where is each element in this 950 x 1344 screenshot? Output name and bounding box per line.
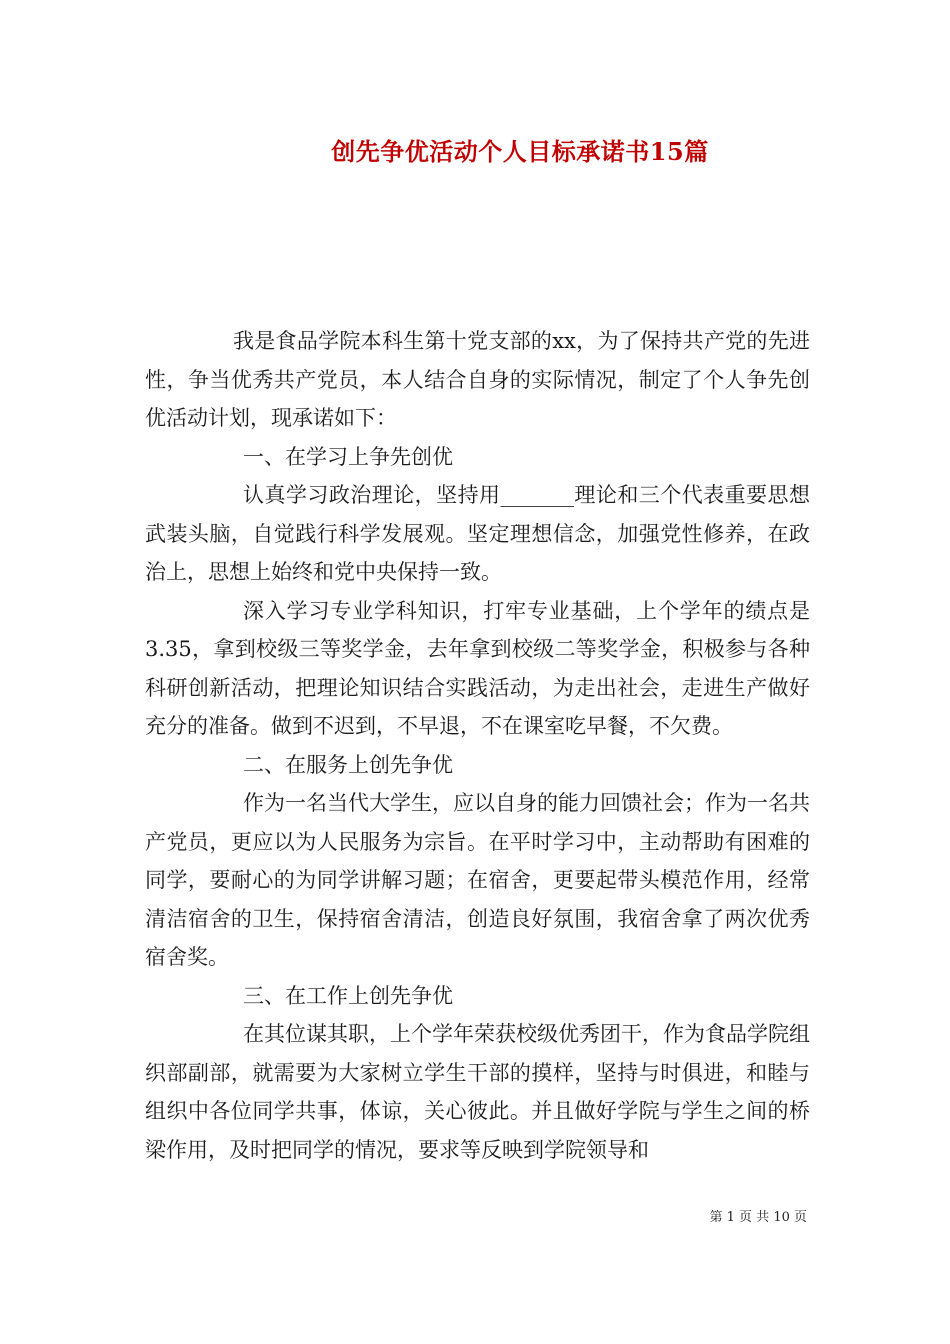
document-title: 创先争优活动个人目标承诺书15篇 bbox=[331, 137, 709, 166]
intro-paragraph: 我是食品学院本科生第十党支部的xx，为了保持共产党的先进性，争当优秀共产党员，本人结合自身的实际情况，制定了个人争先创优活动计划，现承诺如下： bbox=[145, 329, 810, 430]
paragraph-work: 在其位谋其职，上个学年荣获校级优秀团干，作为食品学院组织部副部，就需要为大家树立学生干部的摸样，坚持与时俱进，和睦与组织中各位同学共事，体谅，关心彼此。并且做好学院与学生之间的桥梁作用，及时把同学的情况，要求等反映到学院领导和 bbox=[145, 1022, 810, 1162]
document-body bbox=[145, 322, 810, 1169]
section-heading-service: 二、在服务上创先争优 bbox=[243, 752, 453, 777]
section-heading-work: 三、在工作上创先争优 bbox=[243, 983, 453, 1008]
paragraph-service: 作为一名当代大学生，应以自身的能力回馈社会；作为一名共产党员，更应以为人民服务为宗旨。在平时学习中，主动帮助有困难的同学，要耐心的为同学讲解习题；在宿舍，更要起带头模范作用，经常清洁宿舍的卫生，保持宿舍清洁，创造良好氛围，我宿舍拿了两次优秀宿舍奖。 bbox=[145, 791, 810, 969]
section-heading-study: 一、在学习上争先创优 bbox=[243, 444, 453, 469]
page-number: 第 1 页 共 10 页 bbox=[709, 1210, 807, 1225]
paragraph-professional-study: 深入学习专业学科知识，打牢专业基础，上个学年的绩点是3.35，拿到校级三等奖学金，去年拿到校级二等奖学金，积极参与各种科研创新活动，把理论知识结合实践活动，为走出社会，走进生产做好充分的准备。做到不迟到，不早退，不在课室吃早餐，不欠费。 bbox=[145, 598, 810, 738]
paragraph-political-theory: 认真学习政治理论，坚持用_______理论和三个代表重要思想武装头脑，自觉践行科学发展观。坚定理想信念，加强党性修养，在政治上，思想上始终和党中央保持一致。 bbox=[145, 483, 810, 584]
